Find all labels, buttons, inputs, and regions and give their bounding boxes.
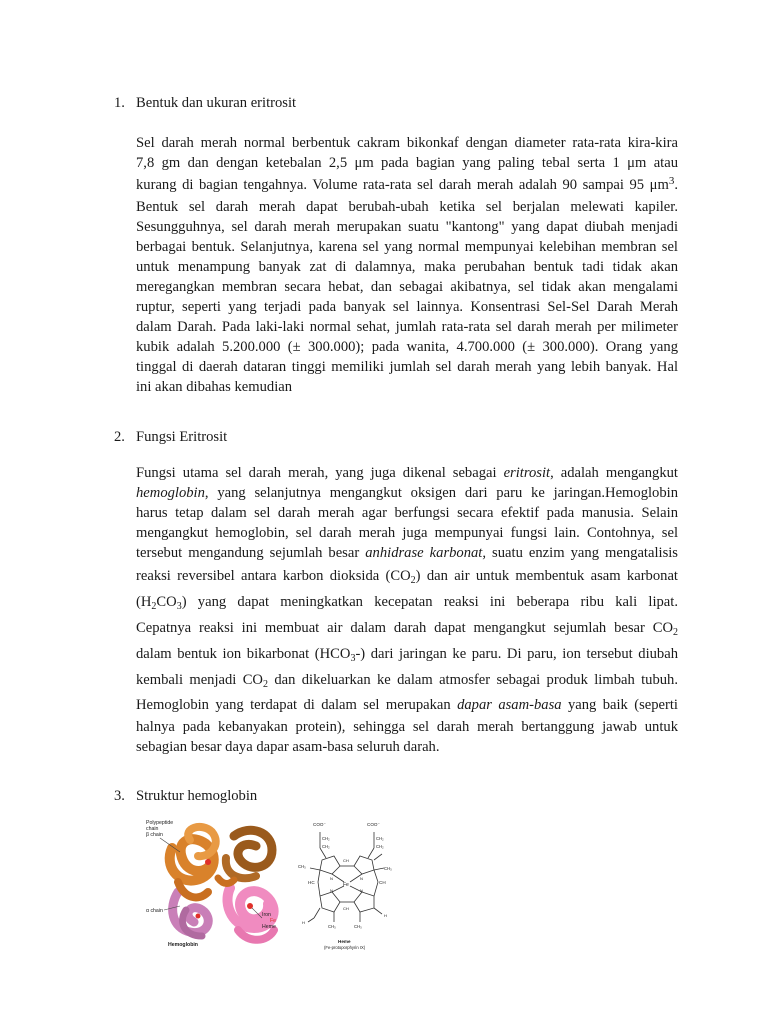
label-coo-2: COO⁻ [367,822,380,827]
label-ch3-a: CH₃ [298,864,306,869]
text-line: $(H_2CO_3)$ yang dapat meningkatkan kecepatan reaksi ini beberapa ribu kali lipat. [136,594,678,612]
label-fe-center: Fe [343,882,349,888]
hemoglobin-structure-image [160,827,277,940]
text-line: Fungsi utama sel darah merah, yang juga dikenal sebagai eritrosit, adalah mengangkut [136,465,678,481]
label-coo-1: COO⁻ [313,822,326,827]
text-line: meregangkan membran secara hebat, dan sebagai akibatnya, sel tidak akan mengalami [136,279,678,295]
label-ch2-d: CH₂ [376,844,384,849]
section-heading-1 [114,93,296,113]
text-line: kubik adalah 5.200.000 (± 300.000); pada wanita, 4.700.000 (± 300.000). Orang yang [136,339,678,355]
text-line: ruptur, seperti yang terjadi pada banyak sel lainnya. Konsentrasi Sel-Sel Darah Merah [136,299,678,315]
section-number: 3. [114,788,125,804]
text-line: Cepatnya reaksi ini membuat air dalam darah dapat mengangkut sejumlah besar $CO_2$ [136,620,678,638]
label-ch3-d: CH₃ [354,924,362,929]
label-alpha-chain: α chain [146,908,163,914]
text-line: kembali menjadi $CO_2$ dan dikeluarkan ke dalam atmosfer sebagai produk limbah tubuh. [136,672,679,690]
text-line: hemoglobin, yang selanjutnya mengangkut oksigen dari paru ke jaringan.Hemoglobin [136,485,678,501]
label-hc: HC [308,880,315,885]
section-number: 1. [114,95,125,111]
label-h-2: H [302,920,305,925]
section-number: 2. [114,429,125,445]
text-line: sebagian besar daya dapar asam-basa seluruh darah. [136,739,440,755]
text-line: kurang di bagian tengahnya. Volume rata-rata sel darah merah adalah 90 sampai 95 $\mu m^3$. [136,175,678,193]
label-ch-eq-2: CH [343,906,349,911]
section-1-paragraph [136,133,678,397]
label-ch2-a: CH₂ [322,836,330,841]
label-heme-caption: Heme [338,939,351,944]
label-ch-eq-1: CH [343,858,349,863]
label-heme-sub: (Fe-protoporphyrin IX) [324,945,366,950]
text-line: tinggal di daerah dataran tinggi memiliki jumlah sel darah merah yang lebih banyak. Hal [136,359,678,375]
label-hemoglobin: Hemoglobin [168,942,198,948]
text-line: ini akan dibahas kemudian [136,379,293,395]
label-ch3-b: CH₃ [384,866,392,871]
label-ch2-c: CH₂ [376,836,384,841]
label-n-2: N [360,876,363,881]
text-line: Sesungguhnya, sel darah merah merupakan suatu "kantong" yang dapat diubah menjadi [136,219,678,235]
text-line: Bentuk sel darah merah dapat berubah-ubah ketika sel berjalan melewati kapiler. [136,199,678,215]
section-title: Struktur hemoglobin [136,788,258,804]
text-line: dalam Darah. Pada laki-laki normal sehat, jumlah rata-rata sel darah merah per milimeter [136,319,678,335]
text-line: harus tetap dalam sel darah merah agar berfungsi secara efektif pada manusia. Selain [136,505,678,521]
label-iron: Iron [262,912,271,918]
text-line: mengangkut hemoglobin, sel darah merah juga mempunyai fungsi lain. Contohnya, sel [136,525,678,541]
text-line: halnya pada kebanyakan protein), sehingga sel darah merah bertanggung jawab untuk [136,719,678,735]
text-line: reaksi reversibel antara karbon dioksida $(CO_2)$ dan air untuk membentuk asam karbonat [136,568,678,586]
hemoglobin-figure [138,818,398,958]
text-line: Hemoglobin yang terdapat di dalam sel merupakan dapar asam-basa yang baik (seperti [136,697,678,713]
section-title: Bentuk dan ukuran eritrosit [136,95,297,111]
text-line: Sel darah merah normal berbentuk cakram bikonkaf dengan diameter rata-rata kira-kira [136,135,678,151]
label-h-1: H [384,913,387,918]
text-line: tersebut mengandung sejumlah besar anhidrase karbonat, suatu enzim yang mengatalisis [136,545,678,561]
label-ch2-b: CH₂ [322,844,330,849]
text-line: dalam bentuk ion bikarbonat $(HCO_3-)$ dari jaringan ke paru. Di paru, ion tersebut diubah [136,646,678,664]
label-polypeptide: Polypeptide [146,820,174,826]
section-title: Fungsi Eritrosit [136,429,228,445]
label-ch3-c: CH₃ [328,924,336,929]
text-line: untuk menampung banyak zat di dalamnya, maka perubahan bentuk tadi tidak akan [136,259,678,275]
label-n-3: N [330,888,333,893]
section-heading-2 [114,427,227,447]
label-beta-chain: β chain [146,832,163,838]
text-line: berbagai bentuk. Selanjutnya, karena sel yang normal mempunyai kelebihan membran sel [136,239,678,255]
label-heme: Heme [262,924,276,930]
label-fe: Fe [270,918,277,924]
label-chain: chain [146,826,159,832]
label-ch: CH [379,880,386,885]
section-2-paragraph [136,463,678,757]
text-line: 7,8 gm dan dengan ketebalan 2,5 μm pada bagian yang paling tebal serta 1 μm atau [136,155,678,171]
label-n-1: N [330,876,333,881]
label-n-4: N [360,888,363,893]
section-heading-3 [114,786,257,806]
